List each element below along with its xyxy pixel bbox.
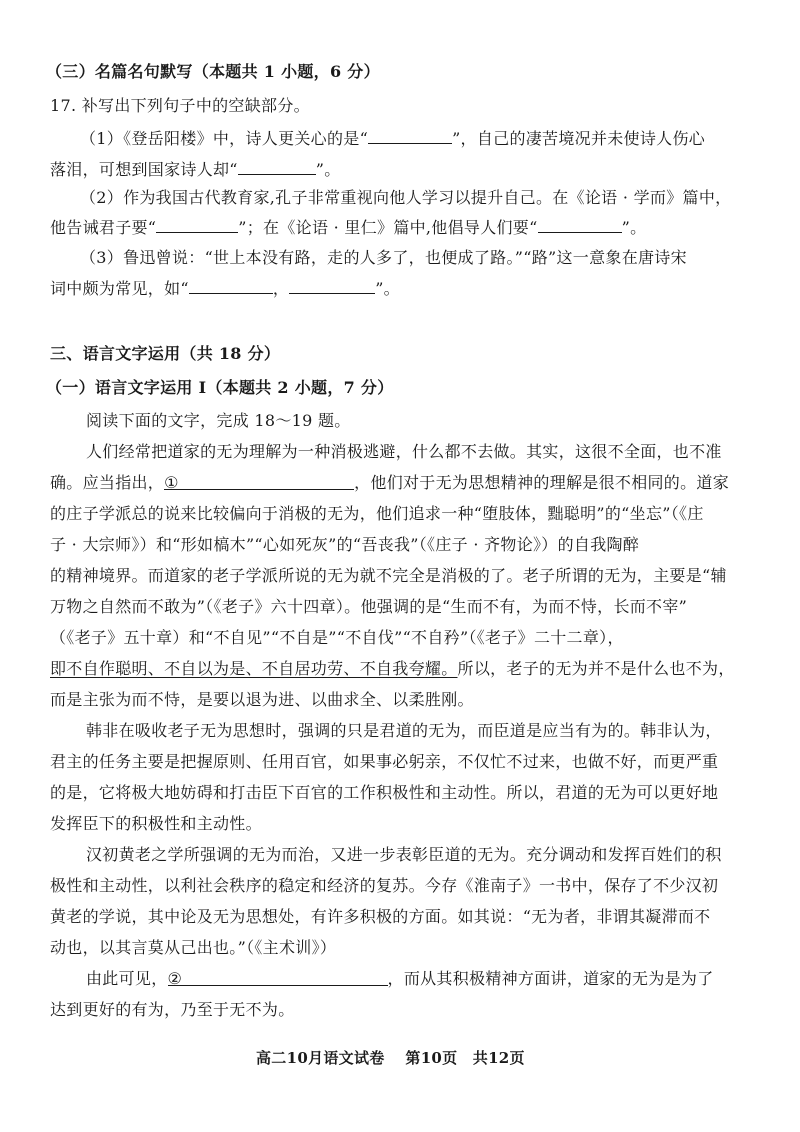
text: ”。 — [375, 279, 400, 298]
passage-line: 子 · 大宗师》）和“形如槁木”“心如死灰”的“吾丧我”（《庄子 · 齐物论》）的自我陶醉 — [50, 535, 640, 554]
passage-line: 的精神境界。而道家的老子学派所说的无为就不完全是消极的了。老子所谓的无为，主要是“辅 — [50, 566, 727, 585]
question-17-item-1-cont — [50, 158, 341, 180]
question-17-stem: 17. 补写出下列句子中的空缺部分。 — [50, 96, 310, 115]
passage-line: 君主的任务主要是把握原则、任用百官，如果事必躬亲，不仅忙不过来，也做不好，而更严重 — [50, 752, 719, 771]
passage-line: 的庄子学派总的说来比较偏向于消极的无为，他们追求一种“堕肢体，黜聪明”的“坐忘”（《庄 — [50, 504, 704, 523]
text: （1）《登岳阳楼》中，诗人更关心的是“ — [80, 129, 369, 148]
answer-blank-2[interactable] — [168, 969, 388, 986]
page-footer: 高二10月语文试卷 第10页 共12页 — [256, 1049, 525, 1067]
text: ， — [272, 279, 290, 298]
answer-blank[interactable] — [189, 277, 273, 294]
passage-line: 极性和主动性，以利社会秩序的稳定和经济的复苏。今存《淮南子》一书中，保存了不少汉初 — [50, 876, 719, 895]
text: ”；在《论语 · 里仁》篇中,他倡导人们要“ — [238, 218, 538, 237]
passage-line: 万物之自然而不敢为”（《老子》六十四章）。他强调的是“生而不有，为而不恃，长而不宰” — [50, 597, 688, 616]
answer-blank-1[interactable] — [164, 473, 354, 490]
text: ，而从其积极精神方面讲，道家的无为是为了 — [387, 969, 714, 988]
answer-blank[interactable] — [538, 216, 622, 233]
text: 词中颇为常见，如“ — [50, 279, 189, 298]
text: ，他们对于无为思想精神的理解是很不相同的。道家 — [354, 473, 730, 492]
question-17-item-2: （2）作为我国古代教育家,孔子非常重视向他人学习以提升自己。在《论语 · 学而》篇中， — [80, 188, 732, 207]
text: ”，自己的凄苦境况并未使诗人伤心 — [452, 129, 706, 148]
text: 落泪，可想到国家诗人却“ — [50, 160, 238, 179]
passage-line: 的是，它将极大地妨碍和打击臣下百官的工作积极性和主动性。所以，君道的无为可以更好地 — [50, 783, 719, 802]
passage-line: 达到更好的有为，乃至于无不为。 — [50, 1000, 295, 1019]
question-17-item-3-cont — [50, 277, 400, 299]
passage-line — [86, 969, 714, 989]
blank-marker: ② — [167, 969, 183, 988]
text: 所以，老子的无为并不是什么也不为， — [457, 659, 735, 678]
answer-blank[interactable] — [368, 127, 452, 144]
passage-line — [50, 473, 729, 493]
passage-line: 动也，以其言莫从己出也。”（《主术训》） — [50, 938, 337, 957]
passage-line — [50, 659, 735, 679]
text: ”。 — [621, 218, 647, 237]
answer-blank[interactable] — [289, 277, 375, 294]
section-three-title: 三、语言文字运用（共 18 分） — [50, 344, 281, 363]
passage-line: 韩非在吸收老子无为思想时，强调的只是君道的无为，而臣道是应当有为的。韩非认为， — [86, 721, 722, 740]
text: 由此可见， — [86, 969, 168, 988]
question-17-item-2-cont — [50, 216, 646, 238]
section-heading-famous-lines: （三）名篇名句默写（本题共 1 小题，6 分） — [46, 62, 380, 81]
passage-line: 汉初黄老之学所强调的无为而治，又进一步表彰臣道的无为。充分调动和发挥百姓们的积 — [86, 845, 722, 864]
passage-line: 发挥臣下的积极性和主动性。 — [50, 814, 262, 833]
answer-blank[interactable] — [238, 158, 316, 175]
question-17-item-1 — [80, 127, 705, 149]
passage-line: 黄老的学说，其中论及无为思想处，有许多积极的方面。如其说：“无为者，非谓其凝滞而不 — [50, 907, 711, 926]
text: 他告诫君子要“ — [50, 218, 157, 237]
passage-line: 人们经常把道家的无为理解为一种消极逃避，什么都不去做。其实，这很不全面，也不准 — [86, 442, 722, 461]
question-17-item-3: （3）鲁迅曾说：“世上本没有路，走的人多了，也便成了路。”“路”这一意象在唐诗宋 — [80, 248, 687, 267]
blank-marker: ① — [164, 473, 179, 492]
text: 确。应当指出， — [50, 473, 165, 492]
subsection-title: （一）语言文字运用 Ⅰ（本题共 2 小题，7 分） — [46, 378, 394, 397]
underlined-sentence: 即不自作聪明、不自以为是、不自居功劳、不自我夸耀。 — [50, 659, 458, 678]
text: ”。 — [315, 160, 341, 179]
passage-line: （《老子》五十章）和“不自见”“不自是”“不自伐”“不自矜”（《老子》二十二章）， — [50, 628, 624, 647]
passage-line: 而是主张为而不恃，是要以退为进、以曲求全、以柔胜刚。 — [50, 690, 474, 709]
answer-blank[interactable] — [156, 216, 238, 233]
reading-instruction: 阅读下面的文字，完成 18～19 题。 — [86, 411, 351, 430]
